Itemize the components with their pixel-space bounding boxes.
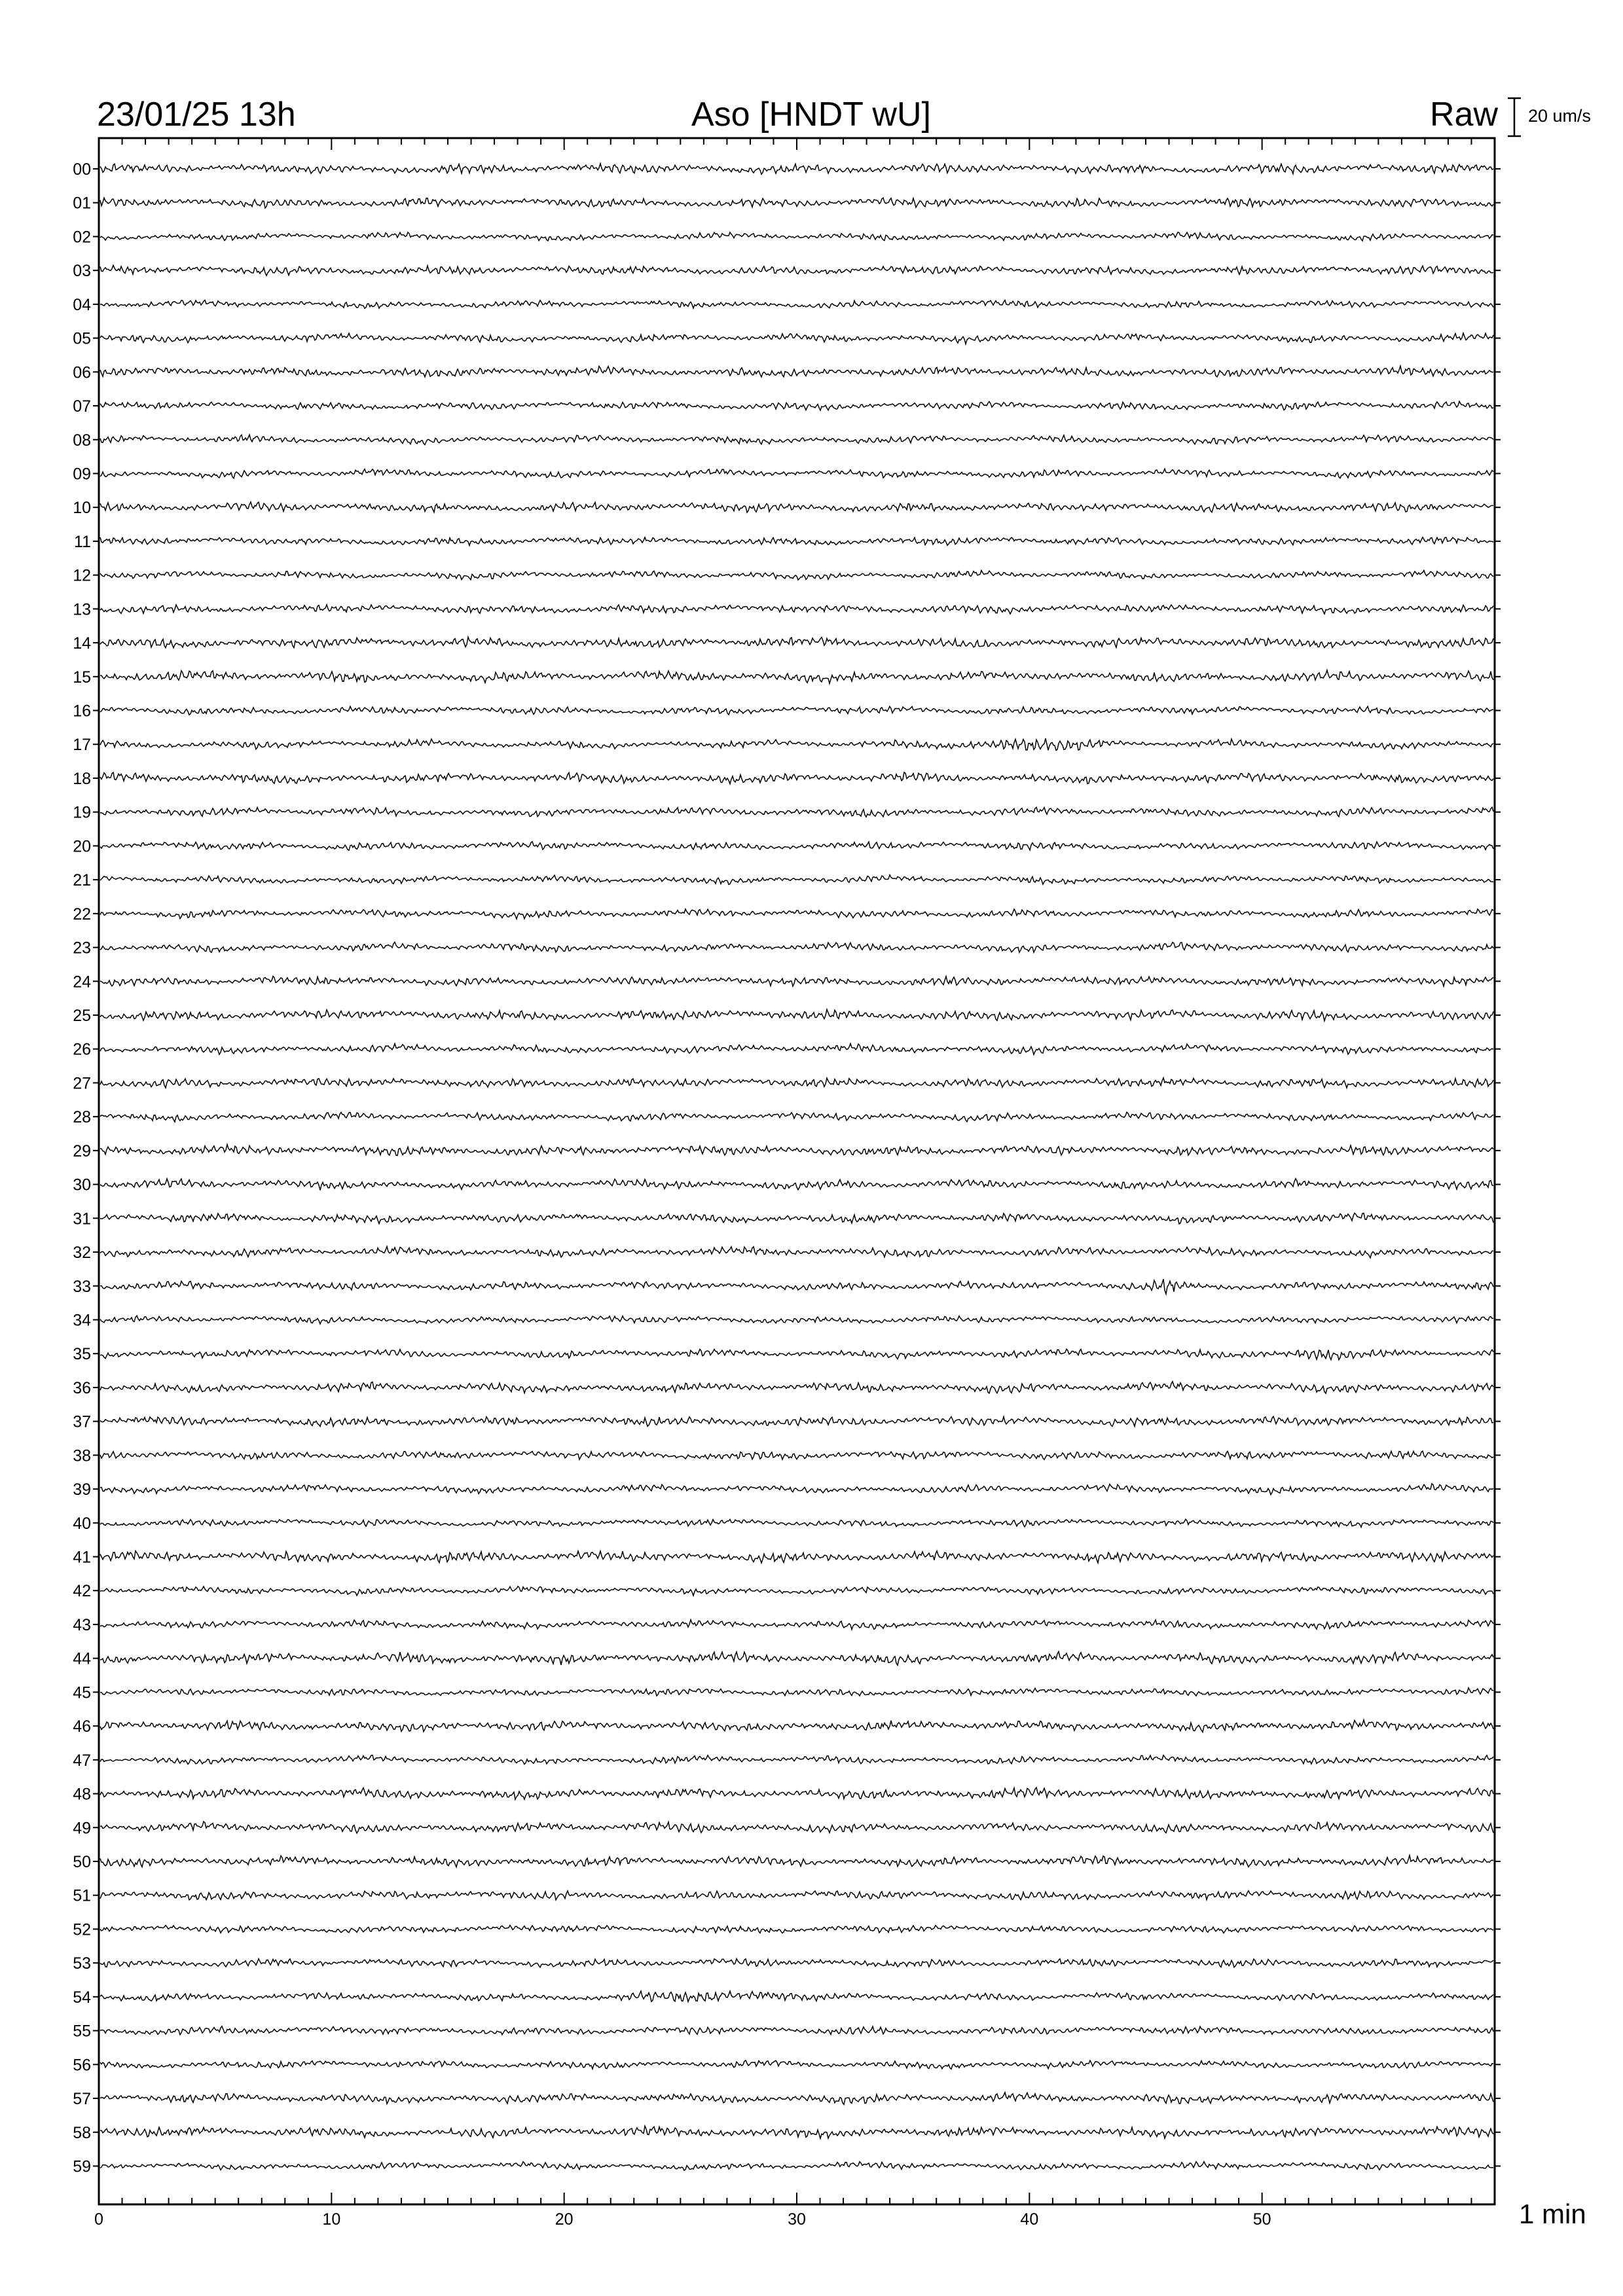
trace-row-58 bbox=[100, 2126, 1493, 2138]
row-label-02: 02 bbox=[73, 228, 91, 247]
trace-row-27 bbox=[100, 1078, 1493, 1088]
trace-row-39 bbox=[100, 1484, 1493, 1495]
datetime-title: 23/01/25 13h bbox=[97, 96, 296, 134]
row-label-05: 05 bbox=[73, 329, 91, 348]
x-tick-label: 0 bbox=[94, 2210, 103, 2229]
trace-row-49 bbox=[100, 1821, 1493, 1833]
trace-row-08 bbox=[100, 435, 1493, 444]
row-label-34: 34 bbox=[73, 1311, 91, 1330]
x-tick-label: 50 bbox=[1252, 2210, 1271, 2229]
trace-row-55 bbox=[100, 2026, 1493, 2035]
row-label-10: 10 bbox=[73, 499, 91, 518]
trace-row-31 bbox=[100, 1213, 1493, 1224]
trace-row-57 bbox=[100, 2092, 1493, 2105]
mode-label: Raw bbox=[1429, 96, 1498, 134]
trace-row-35 bbox=[100, 1349, 1493, 1360]
row-label-14: 14 bbox=[73, 634, 91, 653]
trace-row-56 bbox=[100, 2060, 1493, 2069]
trace-row-07 bbox=[100, 401, 1493, 410]
row-label-27: 27 bbox=[73, 1074, 91, 1093]
trace-row-20 bbox=[100, 842, 1493, 850]
row-label-01: 01 bbox=[73, 194, 91, 213]
row-label-28: 28 bbox=[73, 1108, 91, 1127]
row-label-25: 25 bbox=[73, 1007, 91, 1025]
row-label-11: 11 bbox=[74, 532, 91, 551]
trace-row-38 bbox=[100, 1451, 1493, 1460]
trace-row-47 bbox=[100, 1755, 1493, 1765]
row-label-48: 48 bbox=[73, 1785, 91, 1804]
trace-row-15 bbox=[100, 670, 1493, 684]
trace-row-22 bbox=[100, 909, 1493, 919]
row-label-44: 44 bbox=[73, 1649, 91, 1668]
row-label-59: 59 bbox=[73, 2157, 91, 2176]
row-label-55: 55 bbox=[73, 2022, 91, 2041]
row-label-20: 20 bbox=[73, 837, 91, 856]
row-label-36: 36 bbox=[73, 1378, 91, 1397]
trace-row-25 bbox=[100, 1009, 1493, 1020]
trace-row-17 bbox=[100, 738, 1493, 750]
trace-row-33 bbox=[100, 1279, 1493, 1294]
row-label-07: 07 bbox=[73, 397, 91, 416]
row-label-06: 06 bbox=[73, 363, 91, 382]
x-tick-label: 40 bbox=[1020, 2210, 1039, 2229]
row-label-35: 35 bbox=[73, 1345, 91, 1364]
trace-row-34 bbox=[100, 1316, 1493, 1324]
trace-row-44 bbox=[100, 1651, 1493, 1665]
row-label-29: 29 bbox=[73, 1141, 91, 1160]
row-label-04: 04 bbox=[73, 295, 91, 314]
trace-row-10 bbox=[100, 502, 1493, 512]
row-label-58: 58 bbox=[73, 2123, 91, 2142]
trace-row-05 bbox=[100, 333, 1493, 344]
trace-row-52 bbox=[100, 1926, 1493, 1933]
row-label-47: 47 bbox=[73, 1751, 91, 1770]
trace-row-06 bbox=[100, 366, 1493, 377]
trace-row-21 bbox=[100, 875, 1493, 885]
row-label-16: 16 bbox=[73, 702, 91, 721]
trace-row-54 bbox=[100, 1991, 1493, 2001]
trace-row-03 bbox=[100, 265, 1493, 276]
row-label-24: 24 bbox=[73, 973, 91, 992]
trace-row-42 bbox=[100, 1587, 1493, 1596]
trace-row-13 bbox=[100, 605, 1493, 614]
amplitude-scale-label: 20 um/s bbox=[1528, 106, 1592, 126]
trace-row-14 bbox=[100, 637, 1493, 648]
trace-row-50 bbox=[100, 1856, 1493, 1867]
x-tick-label: 10 bbox=[322, 2210, 341, 2229]
trace-row-02 bbox=[100, 232, 1493, 241]
row-label-57: 57 bbox=[73, 2090, 91, 2109]
row-label-39: 39 bbox=[73, 1480, 91, 1499]
trace-row-09 bbox=[100, 469, 1493, 478]
row-label-21: 21 bbox=[73, 871, 91, 890]
row-label-09: 09 bbox=[73, 465, 91, 484]
trace-row-29 bbox=[100, 1145, 1493, 1156]
row-label-46: 46 bbox=[73, 1717, 91, 1736]
trace-row-19 bbox=[100, 807, 1493, 817]
row-label-08: 08 bbox=[73, 431, 91, 450]
row-label-38: 38 bbox=[73, 1446, 91, 1465]
row-label-03: 03 bbox=[73, 262, 91, 281]
trace-row-12 bbox=[100, 571, 1493, 581]
row-label-22: 22 bbox=[73, 905, 91, 924]
row-label-56: 56 bbox=[73, 2056, 91, 2075]
row-label-53: 53 bbox=[73, 1954, 91, 1973]
row-label-00: 00 bbox=[73, 160, 91, 179]
row-label-37: 37 bbox=[73, 1412, 91, 1431]
trace-row-30 bbox=[100, 1179, 1493, 1191]
trace-row-32 bbox=[100, 1247, 1493, 1258]
row-label-41: 41 bbox=[73, 1548, 91, 1567]
trace-row-40 bbox=[100, 1519, 1493, 1527]
row-label-40: 40 bbox=[73, 1514, 91, 1533]
amplitude-scale-bar bbox=[1508, 98, 1521, 136]
row-label-23: 23 bbox=[73, 939, 91, 958]
trace-row-48 bbox=[100, 1787, 1493, 1799]
row-label-51: 51 bbox=[73, 1886, 91, 1905]
station-title: Aso [HNDT wU] bbox=[691, 96, 931, 134]
trace-row-51 bbox=[100, 1891, 1493, 1900]
row-label-15: 15 bbox=[73, 668, 91, 687]
trace-row-41 bbox=[100, 1551, 1493, 1564]
row-label-31: 31 bbox=[73, 1210, 91, 1229]
row-label-45: 45 bbox=[73, 1683, 91, 1702]
trace-row-24 bbox=[100, 977, 1493, 986]
trace-row-23 bbox=[100, 942, 1493, 953]
row-label-43: 43 bbox=[73, 1615, 91, 1634]
trace-row-00 bbox=[100, 164, 1493, 174]
trace-row-04 bbox=[100, 300, 1493, 309]
row-label-49: 49 bbox=[73, 1819, 91, 1838]
row-label-13: 13 bbox=[73, 600, 91, 619]
trace-row-43 bbox=[100, 1620, 1493, 1630]
trace-row-53 bbox=[100, 1959, 1493, 1967]
trace-row-16 bbox=[100, 706, 1493, 715]
row-label-30: 30 bbox=[73, 1175, 91, 1194]
x-tick-label: 30 bbox=[788, 2210, 806, 2229]
trace-row-59 bbox=[100, 2162, 1493, 2171]
trace-row-18 bbox=[100, 772, 1493, 784]
x-axis-unit-label: 1 min bbox=[1519, 2198, 1586, 2229]
row-label-52: 52 bbox=[73, 1920, 91, 1939]
row-label-32: 32 bbox=[73, 1244, 91, 1263]
trace-row-37 bbox=[100, 1416, 1493, 1426]
row-label-50: 50 bbox=[73, 1853, 91, 1871]
row-label-17: 17 bbox=[73, 736, 91, 755]
row-label-12: 12 bbox=[73, 566, 91, 585]
trace-row-28 bbox=[100, 1112, 1493, 1122]
row-label-33: 33 bbox=[73, 1277, 91, 1296]
trace-row-45 bbox=[100, 1688, 1493, 1696]
row-label-18: 18 bbox=[73, 769, 91, 788]
row-label-26: 26 bbox=[73, 1040, 91, 1059]
row-label-42: 42 bbox=[73, 1582, 91, 1601]
row-labels bbox=[73, 160, 1501, 2176]
seismic-traces bbox=[100, 164, 1493, 2170]
trace-row-26 bbox=[100, 1044, 1493, 1055]
trace-row-36 bbox=[100, 1382, 1493, 1393]
trace-row-11 bbox=[100, 537, 1493, 546]
row-label-54: 54 bbox=[73, 1988, 91, 2007]
trace-row-46 bbox=[100, 1720, 1493, 1732]
trace-row-01 bbox=[100, 198, 1493, 208]
row-label-19: 19 bbox=[73, 803, 91, 822]
x-tick-label: 20 bbox=[555, 2210, 574, 2229]
